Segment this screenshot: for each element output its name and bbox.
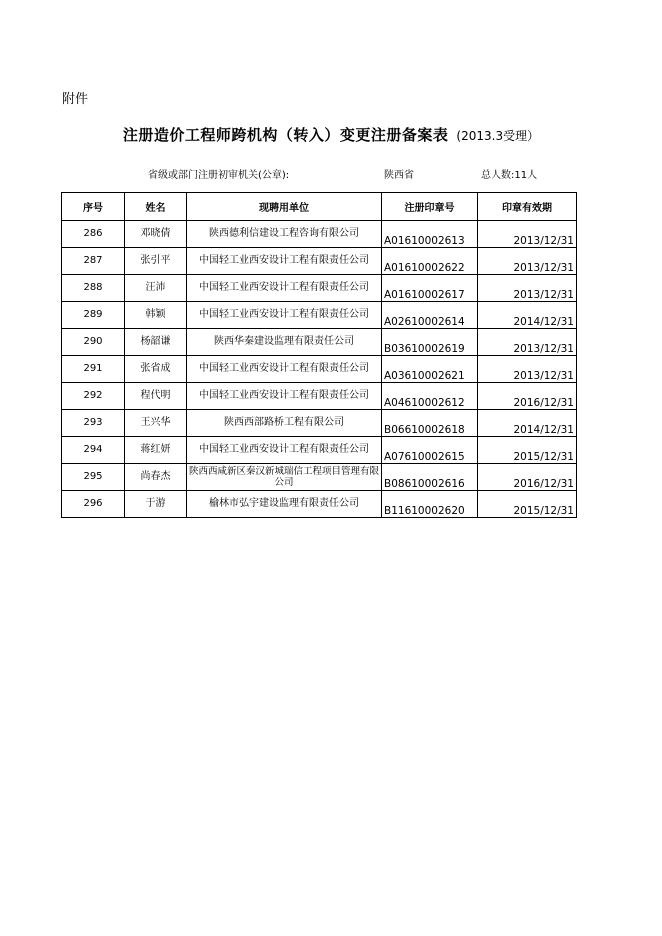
cell-seal-no: A07610002615 <box>382 437 478 464</box>
cell-seal-no: A01610002622 <box>382 248 478 275</box>
cell-name: 邓晓倩 <box>125 221 187 248</box>
cell-employer: 中国轻工业西安设计工程有限责任公司 <box>187 302 382 329</box>
cell-name: 张引平 <box>125 248 187 275</box>
table-row <box>62 329 577 356</box>
cell-employer: 中国轻工业西安设计工程有限责任公司 <box>187 437 382 464</box>
cell-name: 汪沛 <box>125 275 187 302</box>
authority-label: 省级或部门注册初审机关(公章): <box>148 170 290 181</box>
table-row <box>62 302 577 329</box>
cell-seal-expiry: 2013/12/31 <box>478 248 577 275</box>
cell-seal-expiry: 2014/12/31 <box>478 410 577 437</box>
cell-seal-expiry: 2015/12/31 <box>478 491 577 518</box>
cell-employer: 陕西德利信建设工程咨询有限公司 <box>187 221 382 248</box>
table-header <box>62 193 577 221</box>
table-row <box>62 383 577 410</box>
cell-name: 张省成 <box>125 356 187 383</box>
table-row <box>62 356 577 383</box>
cell-employer: 榆林市弘宇建设监理有限责任公司 <box>187 491 382 518</box>
cell-serial-no: 290 <box>62 329 125 356</box>
cell-serial-no: 291 <box>62 356 125 383</box>
header-seal-expiry: 印章有效期 <box>478 193 577 221</box>
cell-serial-no: 294 <box>62 437 125 464</box>
cell-seal-expiry: 2016/12/31 <box>478 383 577 410</box>
cell-seal-expiry: 2015/12/31 <box>478 437 577 464</box>
cell-seal-expiry: 2014/12/31 <box>478 302 577 329</box>
cell-name: 于游 <box>125 491 187 518</box>
cell-name: 韩颖 <box>125 302 187 329</box>
header-name: 姓名 <box>125 193 187 221</box>
registration-table <box>61 192 577 518</box>
cell-serial-no: 293 <box>62 410 125 437</box>
cell-seal-no: A03610002621 <box>382 356 478 383</box>
table-row <box>62 464 577 491</box>
cell-seal-no: A04610002612 <box>382 383 478 410</box>
cell-serial-no: 295 <box>62 464 125 491</box>
cell-employer: 陕西华秦建设监理有限责任公司 <box>187 329 382 356</box>
cell-employer: 中国轻工业西安设计工程有限责任公司 <box>187 275 382 302</box>
cell-employer: 中国轻工业西安设计工程有限责任公司 <box>187 383 382 410</box>
cell-name: 程代明 <box>125 383 187 410</box>
cell-employer: 陕西西部路桥工程有限公司 <box>187 410 382 437</box>
cell-name: 尚春杰 <box>125 464 187 491</box>
cell-seal-no: B03610002619 <box>382 329 478 356</box>
attachment-label: 附件 <box>62 92 89 107</box>
cell-seal-no: B11610002620 <box>382 491 478 518</box>
cell-name: 蒋红妍 <box>125 437 187 464</box>
cell-serial-no: 288 <box>62 275 125 302</box>
cell-seal-expiry: 2013/12/31 <box>478 221 577 248</box>
table-row <box>62 248 577 275</box>
cell-name: 杨韶谦 <box>125 329 187 356</box>
document-heading <box>0 124 662 145</box>
cell-name: 王兴华 <box>125 410 187 437</box>
cell-seal-no: B06610002618 <box>382 410 478 437</box>
cell-employer: 陕西西咸新区秦汉新城瑞信工程项目管理有限公司 <box>187 464 382 491</box>
cell-seal-expiry: 2016/12/31 <box>478 464 577 491</box>
header-serial-no: 序号 <box>62 193 125 221</box>
cell-seal-no: A02610002614 <box>382 302 478 329</box>
header-row <box>62 193 577 221</box>
cell-serial-no: 292 <box>62 383 125 410</box>
table-body <box>62 221 577 518</box>
cell-seal-expiry: 2013/12/31 <box>478 329 577 356</box>
cell-seal-expiry: 2013/12/31 <box>478 275 577 302</box>
total-count: 总人数:11人 <box>481 170 538 181</box>
cell-seal-expiry: 2013/12/31 <box>478 356 577 383</box>
cell-seal-no: A01610002613 <box>382 221 478 248</box>
header-employer: 现聘用单位 <box>187 193 382 221</box>
document-subtitle: (2013.3受理） <box>456 129 540 143</box>
document-title: 注册造价工程师跨机构（转入）变更注册备案表 <box>122 126 449 144</box>
table-row <box>62 221 577 248</box>
province-value: 陕西省 <box>384 170 414 181</box>
table-row <box>62 491 577 518</box>
cell-serial-no: 286 <box>62 221 125 248</box>
table-row <box>62 437 577 464</box>
cell-seal-no: A01610002617 <box>382 275 478 302</box>
cell-employer: 中国轻工业西安设计工程有限责任公司 <box>187 356 382 383</box>
cell-serial-no: 296 <box>62 491 125 518</box>
cell-employer: 中国轻工业西安设计工程有限责任公司 <box>187 248 382 275</box>
cell-seal-no: B08610002616 <box>382 464 478 491</box>
table-row <box>62 410 577 437</box>
cell-serial-no: 289 <box>62 302 125 329</box>
table-row <box>62 275 577 302</box>
cell-serial-no: 287 <box>62 248 125 275</box>
header-seal-no: 注册印章号 <box>382 193 478 221</box>
